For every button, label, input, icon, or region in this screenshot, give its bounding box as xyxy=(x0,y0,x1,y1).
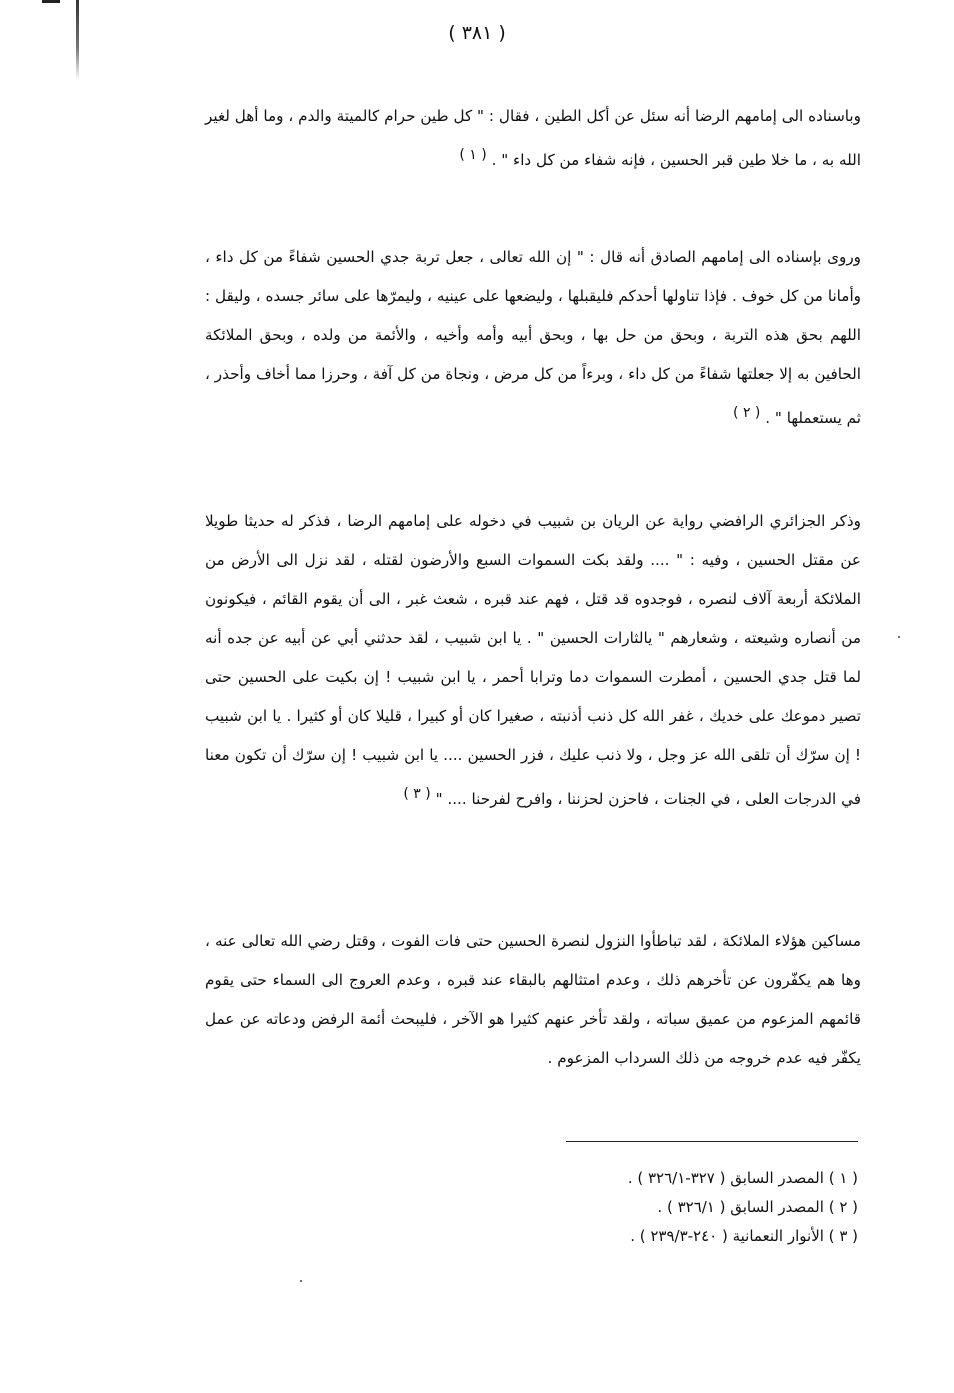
paragraph-4-text: مساكين هؤلاء الملائكة ، لقد تباطأوا النزول لنصرة الحسين حتى فات الفوت ، وقتل رضي الله تعالى عنه ، وها هم يكفّرون عن تأخرهم ذلك ، وعدم امتثالهم بالبقاء عند قبره ، وعدم العروج الى السماء حتى يقوم قائمهم المزعوم من عميق سباته ، ولقد تأخر عنهم كثيرا هو الآخر ، فليبحث أئمة الرفض ودعاته عن عمل يكفّر فيه عدم خروجه من ذلك السرداب المزعوم . xyxy=(205,932,861,1067)
scan-speck xyxy=(898,636,900,638)
paragraph-2-text: وروى بإسناده الى إمامهم الصادق أنه قال : " إن الله تعالى ، جعل تربة جدي الحسين شفاءً من كل داء ، وأمانا من كل خوف . فإذا تناولها أحدكم فليقبلها ، وليضعها على عينيه ، وليمرّها على سائر جسده ، وليقل : اللهم بحق هذه التربة ، وبحق من حل بها ، وبحق أبيه وأمه وأخيه ، والأئمة من ولده ، وبحق الملائكة الحافين به إلا جعلتها شفاءً من كل داء ، وبرءاً من كل مرض ، ونجاة من كل آفة ، وحرزا مما أخاف وأحذر ، ثم يستعملها " . xyxy=(205,248,861,427)
footnote-3: ( ٣ ) الأنوار النعمانية ( ٢٤٠-٢٣٩/٣ ) . xyxy=(630,1227,858,1245)
footnotes xyxy=(438,1164,858,1251)
footnote-1: ( ١ ) المصدر السابق ( ٣٢٧-٣٢٦/١ ) . xyxy=(627,1169,858,1187)
paragraph-3 xyxy=(205,502,861,819)
paragraph-1 xyxy=(205,97,861,180)
footnote-ref-3: ( ٣ ) xyxy=(403,786,431,802)
footnote-2: ( ٢ ) المصدر السابق ( ٣٢٦/١ ) . xyxy=(657,1198,858,1216)
paragraph-1-text: وباسناده الى إمامهم الرضا أنه سئل عن أكل الطين ، فقال : " كل طين حرام كالميتة والدم ، وما أهل لغير الله به ، ما خلا طين قبر الحسين ، فإنه شفاء من كل داء " . xyxy=(205,107,861,169)
scan-mark xyxy=(42,0,60,3)
scan-speck xyxy=(300,1280,302,1282)
paragraph-2 xyxy=(205,238,861,438)
footnote-ref-1: ( ١ ) xyxy=(459,147,487,163)
page-number: ( ٣٨١ ) xyxy=(448,22,506,44)
footnote-separator xyxy=(566,1141,858,1142)
footnote-ref-2: ( ٢ ) xyxy=(733,405,761,421)
paragraph-3-text: وذكر الجزائري الرافضي رواية عن الريان بن شبيب في دخوله على إمامهم الرضا ، فذكر له حديثا طويلا عن مقتل الحسين ، وفيه : " .... ولقد بكت السموات السبع والأرضون لقتله ، لقد نزل الى الأرض من الملائكة أربعة آلاف لنصره ، فوجدوه قد قتل ، فهم عند قبره ، شعث غبر ، الى أن يقوم القائم ، فيكونون من أنصاره وشيعته ، وشعارهم " يالثارات الحسين " . يا ابن شبيب ، لقد حدثني أبي عن أبيه عن جده أنه لما قتل جدي الحسين ، أمطرت السموات دما وترابا أحمر ، يا ابن شبيب ! إن بكيت على الحسين حتى تصير دموعك على خديك ، غفر الله كل ذنب أذنبته ، صغيرا كان أو كبيرا ، قليلا كان أو كثيرا . يا ابن شبيب ! إن سرّك أن تلقى الله عز وجل ، ولا ذنب عليك ، فزر الحسين .... يا ابن شبيب ! إن سرّك أن تكون معنا في الدرجات العلى ، في الجنات ، فاحزن لحزننا ، وافرح لفرحنا .... " xyxy=(205,512,861,808)
paragraph-4 xyxy=(205,922,861,1078)
